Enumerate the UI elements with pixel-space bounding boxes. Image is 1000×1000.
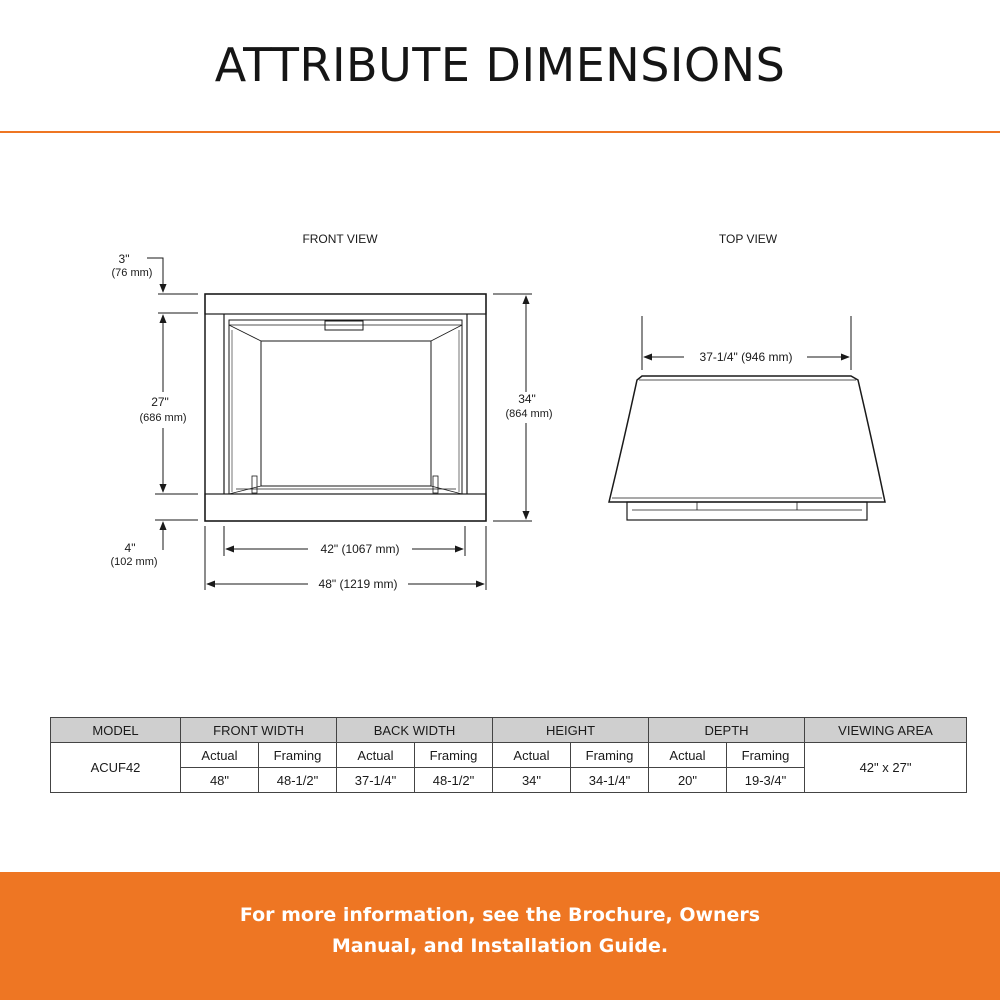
- height-framing: 34-1/4": [571, 768, 649, 793]
- overall-height-inches: 34": [518, 392, 536, 406]
- table-subheader-row: [51, 743, 967, 768]
- header-depth: DEPTH: [649, 718, 805, 743]
- subheader-framing: Framing: [727, 743, 805, 768]
- overall-width-label: 48" (1219 mm): [318, 577, 398, 591]
- bottom-trim-mm: (102 mm): [110, 556, 158, 568]
- opening-height-mm: (686 mm): [139, 412, 187, 424]
- top-view-drawing: [609, 376, 885, 520]
- table-header-row: [51, 718, 967, 743]
- subheader-framing: Framing: [415, 743, 493, 768]
- overall-height-mm: (864 mm): [505, 408, 553, 420]
- subheader-framing: Framing: [259, 743, 337, 768]
- depth-actual: 20": [649, 768, 727, 793]
- bottom-trim-inches: 4": [124, 541, 136, 555]
- header-front-width: FRONT WIDTH: [181, 718, 337, 743]
- viewing-area-cell: 42" x 27": [805, 743, 967, 793]
- back-width-actual: 37-1/4": [337, 768, 415, 793]
- top-view-label: TOP VIEW: [718, 232, 778, 246]
- subheader-framing: Framing: [571, 743, 649, 768]
- model-cell: ACUF42: [51, 743, 181, 793]
- depth-framing: 19-3/4": [727, 768, 805, 793]
- top-trim-inches: 3": [118, 252, 130, 266]
- header-height: HEIGHT: [493, 718, 649, 743]
- header-viewing-area: VIEWING AREA: [805, 718, 967, 743]
- height-actual: 34": [493, 768, 571, 793]
- footer-text: For more information, see the Brochure, Owners Manual, and Installation Guide.: [239, 904, 761, 957]
- front-width-framing: 48-1/2": [259, 768, 337, 793]
- header-back-width: BACK WIDTH: [337, 718, 493, 743]
- subheader-actual: Actual: [493, 743, 571, 768]
- spec-table: [50, 717, 967, 793]
- header-model: MODEL: [51, 718, 181, 743]
- subheader-actual: Actual: [337, 743, 415, 768]
- footer-banner: [0, 872, 1000, 1000]
- front-view-drawing: [205, 294, 486, 521]
- front-width-actual: 48": [181, 768, 259, 793]
- subheader-actual: Actual: [181, 743, 259, 768]
- back-width-label: 37-1/4" (946 mm): [699, 350, 793, 364]
- back-width-framing: 48-1/2": [415, 768, 493, 793]
- front-view-label: FRONT VIEW: [302, 232, 378, 246]
- subheader-actual: Actual: [649, 743, 727, 768]
- opening-height-inches: 27": [151, 395, 169, 409]
- top-trim-mm: (76 mm): [111, 267, 153, 279]
- opening-width-label: 42" (1067 mm): [320, 542, 400, 556]
- page-title: ATTRIBUTE DIMENSIONS: [214, 38, 786, 92]
